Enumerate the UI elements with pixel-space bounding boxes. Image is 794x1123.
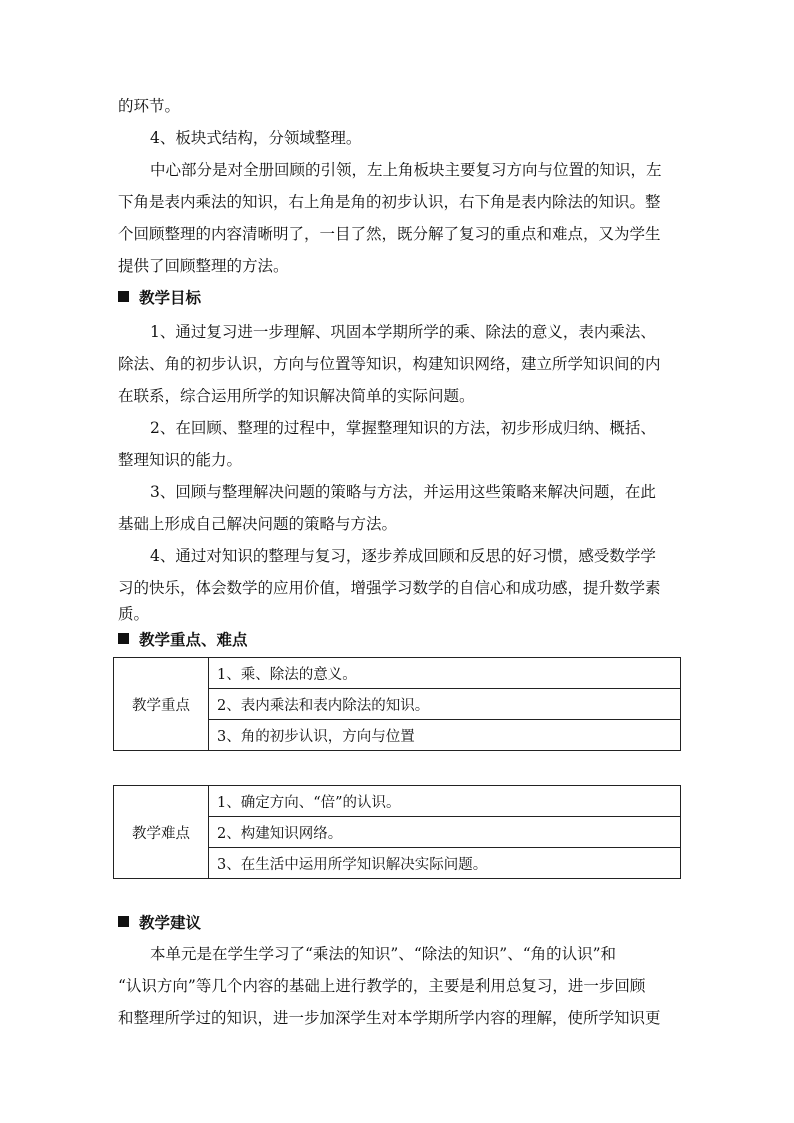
goal-line: 质。 <box>118 605 150 623</box>
square-bullet-icon <box>118 633 129 644</box>
table-cell: 2、表内乘法和表内除法的知识。 <box>209 689 681 720</box>
paragraph-line: 提供了回顾整理的方法。 <box>118 257 289 275</box>
table-row <box>114 786 681 817</box>
table-row <box>114 658 681 689</box>
goal-line: 除法、角的初步认识，方向与位置等知识，构建知识网络，建立所学知识间的内 <box>118 355 661 373</box>
key-points-table <box>113 657 681 751</box>
section-heading-suggestions <box>118 913 201 933</box>
table-cell: 1、乘、除法的意义。 <box>209 658 681 689</box>
paragraph-line: 的环节。 <box>118 97 181 115</box>
difficult-points-table <box>113 785 681 879</box>
square-bullet-icon <box>118 916 129 927</box>
goal-line: 4、通过对知识的整理与复习，逐步养成回顾和反思的好习惯，感受数学学 <box>150 547 656 565</box>
table-row-label: 教学难点 <box>114 786 209 879</box>
section-title: 教学建议 <box>139 914 202 932</box>
paragraph-line: “认识方向”等几个内容的基础上进行教学的，主要是利用总复习，进一步回顾 <box>118 977 646 995</box>
paragraph-line: 和整理所学过的知识，进一步加深学生对本学期所学内容的理解，使所学知识更 <box>118 1009 661 1027</box>
table-cell: 1、确定方向、“倍”的认识。 <box>209 786 681 817</box>
goal-line: 习的快乐，体会数学的应用价值，增强学习数学的自信心和成功感，提升数学素 <box>118 579 661 597</box>
paragraph-line: 下角是表内乘法的知识，右上角是角的初步认识，右下角是表内除法的知识。整 <box>118 193 661 211</box>
paragraph-line: 中心部分是对全册回顾的引领，左上角板块主要复习方向与位置的知识，左 <box>150 161 662 179</box>
table-cell: 3、在生活中运用所学知识解决实际问题。 <box>209 848 681 879</box>
section-heading-key-points <box>118 630 248 650</box>
table-row-label: 教学重点 <box>114 658 209 751</box>
section-title: 教学重点、难点 <box>139 631 248 649</box>
goal-line: 基础上形成自己解决问题的策略与方法。 <box>118 515 398 533</box>
list-item: 4、板块式结构，分领域整理。 <box>150 129 362 147</box>
section-heading-goals <box>118 288 201 308</box>
section-title: 教学目标 <box>139 289 202 307</box>
goal-line: 2、在回顾、整理的过程中，掌握整理知识的方法，初步形成归纳、概括、 <box>150 419 656 437</box>
goal-line: 1、通过复习进一步理解、巩固本学期所学的乘、除法的意义，表内乘法、 <box>150 323 656 341</box>
table-cell: 2、构建知识网络。 <box>209 817 681 848</box>
paragraph-line: 本单元是在学生学习了“乘法的知识”、“除法的知识”、“角的认识”和 <box>150 945 617 963</box>
paragraph-line: 个回顾整理的内容清晰明了，一目了然，既分解了复习的重点和难点，又为学生 <box>118 225 661 243</box>
goal-line: 整理知识的能力。 <box>118 451 243 469</box>
goal-line: 在联系，综合运用所学的知识解决简单的实际问题。 <box>118 387 475 405</box>
goal-line: 3、回顾与整理解决问题的策略与方法，并运用这些策略来解决问题，在此 <box>150 483 656 501</box>
square-bullet-icon <box>118 291 129 302</box>
table-cell: 3、角的初步认识，方向与位置 <box>209 720 681 751</box>
